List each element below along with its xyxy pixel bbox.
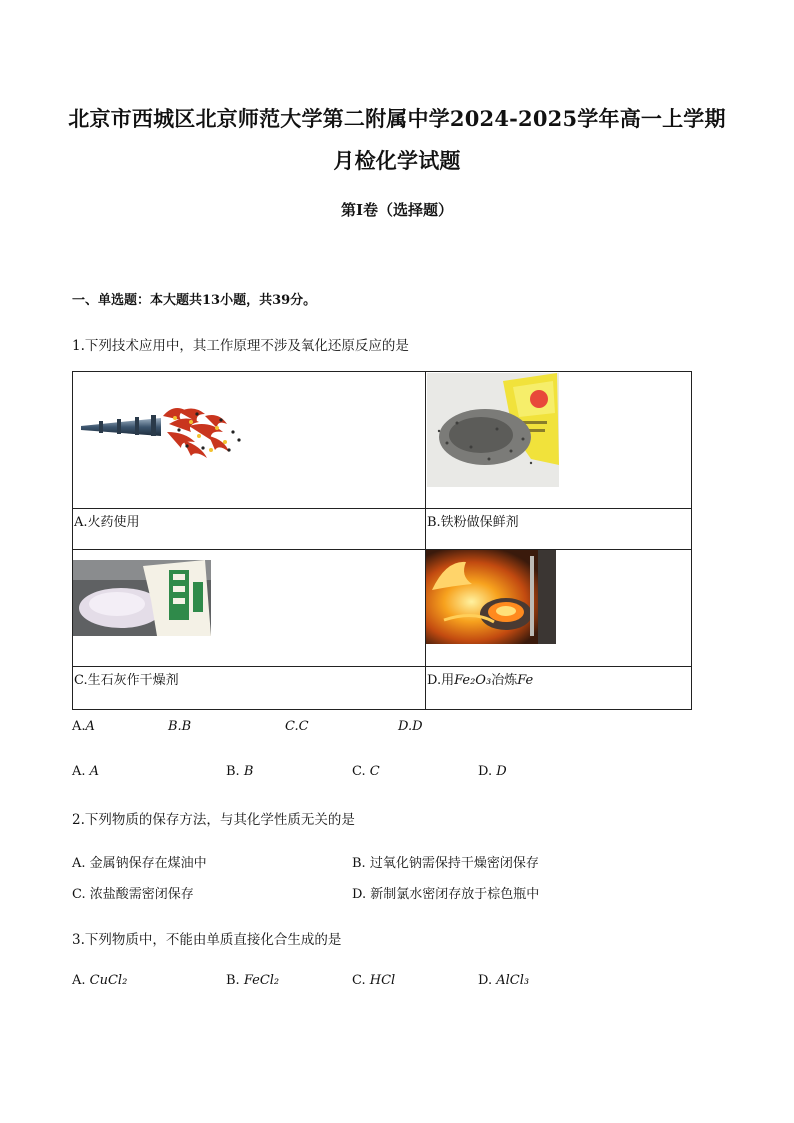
- question-2-stem: 2.下列物质的保存方法，与其化学性质无关的是: [72, 812, 355, 828]
- q1-option-b-value: B: [243, 764, 254, 779]
- q1-option-a-value: A: [89, 764, 100, 779]
- q1-option-c: [352, 764, 380, 779]
- cell-d-label-prefix: D.用: [427, 673, 455, 688]
- q3-option-a-formula: CuCl₂: [89, 973, 128, 988]
- molten-iron-smelting-photo: [426, 550, 556, 644]
- inline-choice-c: C.C: [285, 719, 309, 734]
- q1-option-d: [478, 764, 507, 779]
- q3-option-c-letter: C.: [352, 973, 370, 988]
- q3-option-d-formula: AlCl₃: [496, 973, 530, 988]
- inline-choice-d: D.D: [398, 719, 423, 734]
- cell-b-label: B.铁粉做保鲜剂: [426, 509, 692, 550]
- q1-option-c-value: C: [369, 764, 380, 779]
- cell-b-image: [426, 372, 692, 509]
- q3-option-b-letter: B.: [226, 973, 244, 988]
- inline-choice-a-value: A: [85, 719, 95, 734]
- section-heading: 一、单选题：本大题共13小题，共39分。: [72, 293, 317, 308]
- q1-option-a: [72, 764, 99, 779]
- question-3-stem: 3.下列物质中，不能由单质直接化合生成的是: [72, 932, 342, 948]
- inline-choice-b: B.B: [168, 719, 192, 734]
- inline-choice-a: [72, 719, 95, 734]
- cell-a-label: A.火药使用: [73, 509, 426, 550]
- q1-option-b-letter: B.: [226, 764, 244, 779]
- question-1-stem: 1.下列技术应用中，其工作原理不涉及氧化还原反应的是: [72, 338, 409, 354]
- q1-option-d-value: D: [496, 764, 507, 779]
- cell-d-image: [426, 550, 692, 667]
- cell-d-formula-fe2o3: Fe₂O₃: [454, 673, 492, 688]
- q2-option-b: B. 过氧化钠需保持干燥密闭保存: [352, 856, 539, 871]
- q3-option-d: [478, 973, 529, 988]
- q3-option-c: [352, 973, 395, 988]
- q3-option-c-formula: HCl: [369, 973, 396, 988]
- q2-option-c: C. 浓盐酸需密闭保存: [72, 887, 194, 902]
- q1-option-c-letter: C.: [352, 764, 370, 779]
- document-title-line-2: 月检化学试题: [333, 148, 461, 173]
- q2-option-d: D. 新制氯水密闭存放于棕色瓶中: [352, 887, 540, 902]
- cell-a-image: [73, 372, 426, 509]
- q1-option-b: [226, 764, 253, 779]
- cell-c-image: [73, 550, 426, 667]
- document-title-line-1: 北京市西城区北京师范大学第二附属中学2024-2025学年高一上学期: [68, 106, 726, 131]
- q1-option-d-letter: D.: [478, 764, 497, 779]
- q3-option-a: [72, 973, 127, 988]
- fireworks-rocket-icon: [79, 402, 249, 472]
- cell-d-label-mid: 冶炼: [491, 673, 518, 688]
- q3-option-b: [226, 973, 279, 988]
- cell-d-label: [426, 667, 692, 710]
- q2-option-a: A. 金属钠保存在煤油中: [72, 856, 207, 871]
- q1-option-a-letter: A.: [72, 764, 90, 779]
- cell-d-formula-fe: Fe: [517, 673, 534, 688]
- quicklime-desiccant-photo: [73, 560, 211, 636]
- iron-powder-packet-photo: [427, 373, 559, 487]
- q3-option-b-formula: FeCl₂: [243, 973, 280, 988]
- volume-subtitle: 第I卷（选择题）: [340, 201, 454, 219]
- question-1-image-table: [72, 371, 692, 710]
- q3-option-d-letter: D.: [478, 973, 497, 988]
- q3-option-a-letter: A.: [72, 973, 90, 988]
- cell-c-label: C.生石灰作干燥剂: [73, 667, 426, 710]
- inline-choice-a-letter: A.: [72, 719, 86, 734]
